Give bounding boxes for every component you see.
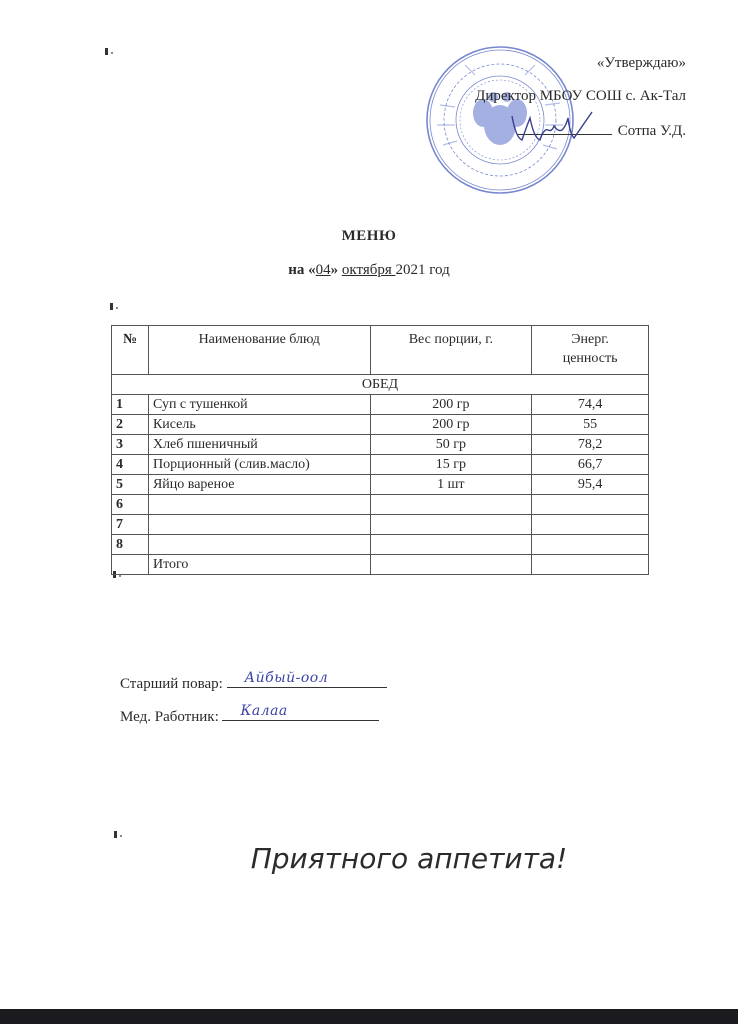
- dish-energy: [532, 515, 649, 535]
- total-label: Итого: [148, 555, 370, 575]
- scan-mark: [114, 831, 117, 838]
- dish-name: Суп с тушенкой: [148, 395, 370, 415]
- dish-name: [148, 495, 370, 515]
- page-title: МЕНЮ: [341, 228, 397, 244]
- dish-weight: [370, 535, 532, 555]
- medic-signature: Калаа: [240, 703, 288, 719]
- dish-name: [148, 515, 370, 535]
- dish-energy: 55: [532, 415, 649, 435]
- section-label: ОБЕД: [112, 375, 649, 395]
- row-number: 6: [112, 495, 149, 515]
- row-number: 8: [112, 535, 149, 555]
- dish-weight: 15 гр: [370, 455, 532, 475]
- total-weight: [370, 555, 532, 575]
- table-row: [112, 435, 649, 455]
- date-prefix: на «: [288, 262, 316, 278]
- medic-signature-row: [120, 704, 379, 726]
- dish-energy: [532, 535, 649, 555]
- table-row: [112, 455, 649, 475]
- dish-name: Кисель: [148, 415, 370, 435]
- dish-weight: 50 гр: [370, 435, 532, 455]
- column-header-weight: Вес порции, г.: [370, 326, 532, 375]
- bon-appetit-text: Приятного аппетита!: [250, 842, 568, 875]
- date-year: 2021 год: [395, 262, 450, 278]
- menu-date: [0, 262, 738, 279]
- energy-header-line2: ценность: [562, 351, 618, 366]
- table-header-row: [112, 326, 649, 375]
- total-number-cell: [112, 555, 149, 575]
- dish-energy: 74,4: [532, 395, 649, 415]
- dish-name: [148, 535, 370, 555]
- column-header-number: №: [112, 326, 149, 375]
- chef-signature: Айбый-оол: [244, 670, 329, 686]
- table-row: [112, 535, 649, 555]
- scan-mark: [105, 48, 108, 55]
- dish-energy: [532, 495, 649, 515]
- table-row: [112, 495, 649, 515]
- medic-signature-line: [222, 704, 379, 721]
- dish-name: Хлеб пшеничный: [148, 435, 370, 455]
- dish-weight: [370, 495, 532, 515]
- table-row: [112, 415, 649, 435]
- date-month: октября: [341, 262, 396, 278]
- date-day: 04: [315, 262, 331, 278]
- row-number: 1: [112, 395, 149, 415]
- dish-energy: 66,7: [532, 455, 649, 475]
- dish-weight: 1 шт: [370, 475, 532, 495]
- column-header-energy: [532, 326, 649, 375]
- row-number: 5: [112, 475, 149, 495]
- director-title: Директор МБОУ СОШ с. Ак-Тал: [475, 88, 686, 104]
- scan-bottom-edge: [0, 1009, 738, 1024]
- table-row: [112, 515, 649, 535]
- menu-table: [111, 325, 649, 575]
- chef-signature-line: [227, 671, 387, 688]
- director-name: Сотпа У.Д.: [617, 123, 686, 139]
- row-number: 3: [112, 435, 149, 455]
- dish-weight: [370, 515, 532, 535]
- chef-signature-row: [120, 671, 387, 693]
- chef-label: Старший повар:: [120, 676, 223, 692]
- row-number: 7: [112, 515, 149, 535]
- total-energy: [532, 555, 649, 575]
- director-signature: [504, 108, 596, 148]
- energy-header-line1: Энерг.: [571, 332, 609, 347]
- row-number: 4: [112, 455, 149, 475]
- dish-energy: 78,2: [532, 435, 649, 455]
- scan-mark: [110, 303, 113, 310]
- dish-energy: 95,4: [532, 475, 649, 495]
- dish-name: Порционный (слив.масло): [148, 455, 370, 475]
- table-row: [112, 395, 649, 415]
- column-header-dish: Наименование блюд: [148, 326, 370, 375]
- section-row: [112, 375, 649, 395]
- medic-label: Мед. Работник:: [120, 709, 219, 725]
- row-number: 2: [112, 415, 149, 435]
- table-row: [112, 475, 649, 495]
- date-mid: »: [330, 262, 342, 278]
- dish-name: Яйцо вареное: [148, 475, 370, 495]
- dish-weight: 200 гр: [370, 415, 532, 435]
- approve-label: «Утверждаю»: [596, 55, 686, 71]
- total-row: [112, 555, 649, 575]
- dish-weight: 200 гр: [370, 395, 532, 415]
